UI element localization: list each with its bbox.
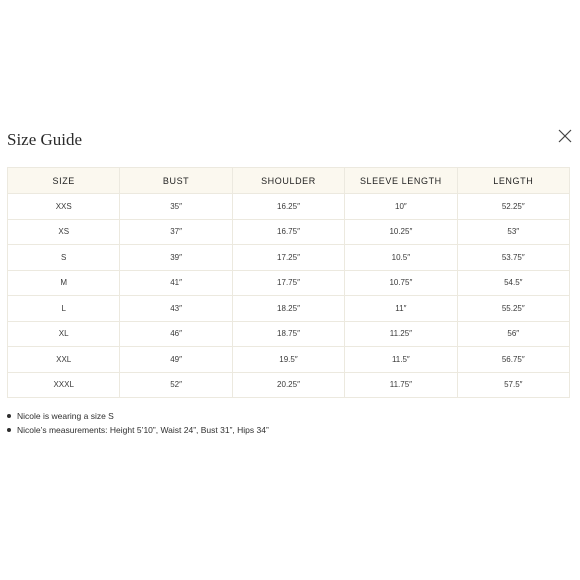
table-row xyxy=(8,321,570,347)
table-row xyxy=(8,194,570,220)
cell-shoulder: 18.75″ xyxy=(232,321,344,347)
cell-length: 54.5″ xyxy=(457,270,569,296)
cell-sleeve-length: 11.75″ xyxy=(345,372,457,398)
header-shoulder: SHOULDER xyxy=(232,168,344,194)
cell-size: XL xyxy=(8,321,120,347)
cell-shoulder: 20.25″ xyxy=(232,372,344,398)
modal-title: Size Guide xyxy=(7,130,83,149)
cell-length: 55.25″ xyxy=(457,296,569,322)
close-icon xyxy=(557,128,573,144)
cell-bust: 39″ xyxy=(120,245,232,271)
model-notes xyxy=(7,409,269,437)
cell-sleeve-length: 11.25″ xyxy=(345,321,457,347)
bullet-icon xyxy=(7,414,11,418)
list-item xyxy=(7,409,269,423)
cell-bust: 52″ xyxy=(120,372,232,398)
cell-sleeve-length: 10.5″ xyxy=(345,245,457,271)
cell-shoulder: 18.25″ xyxy=(232,296,344,322)
cell-size: XXS xyxy=(8,194,120,220)
cell-length: 53″ xyxy=(457,219,569,245)
list-item xyxy=(7,423,269,437)
cell-length: 53.75″ xyxy=(457,245,569,271)
table-row xyxy=(8,347,570,373)
cell-bust: 49″ xyxy=(120,347,232,373)
cell-shoulder: 16.25″ xyxy=(232,194,344,220)
note-text: Nicole is wearing a size S xyxy=(17,411,114,421)
cell-shoulder: 17.25″ xyxy=(232,245,344,271)
table-header-row xyxy=(8,168,570,194)
cell-bust: 35″ xyxy=(120,194,232,220)
note-text: Nicole’s measurements: Height 5’10”, Waist 24”, Bust 31”, Hips 34” xyxy=(17,425,269,435)
cell-shoulder: 16.75″ xyxy=(232,219,344,245)
cell-length: 52.25″ xyxy=(457,194,569,220)
table-row xyxy=(8,372,570,398)
table-row xyxy=(8,296,570,322)
cell-bust: 43″ xyxy=(120,296,232,322)
close-button[interactable] xyxy=(557,128,573,144)
table-row xyxy=(8,270,570,296)
cell-bust: 37″ xyxy=(120,219,232,245)
cell-size: XXXL xyxy=(8,372,120,398)
cell-shoulder: 17.75″ xyxy=(232,270,344,296)
table-row xyxy=(8,219,570,245)
header-size: SIZE xyxy=(8,168,120,194)
cell-shoulder: 19.5″ xyxy=(232,347,344,373)
header-bust: BUST xyxy=(120,168,232,194)
cell-size: XXL xyxy=(8,347,120,373)
cell-sleeve-length: 11″ xyxy=(345,296,457,322)
bullet-icon xyxy=(7,428,11,432)
cell-length: 56″ xyxy=(457,321,569,347)
cell-length: 57.5″ xyxy=(457,372,569,398)
cell-sleeve-length: 10″ xyxy=(345,194,457,220)
header-sleeve-length: SLEEVE LENGTH xyxy=(345,168,457,194)
cell-sleeve-length: 10.75″ xyxy=(345,270,457,296)
table-row xyxy=(8,245,570,271)
cell-sleeve-length: 11.5″ xyxy=(345,347,457,373)
cell-size: S xyxy=(8,245,120,271)
cell-size: M xyxy=(8,270,120,296)
header-length: LENGTH xyxy=(457,168,569,194)
cell-bust: 41″ xyxy=(120,270,232,296)
cell-size: L xyxy=(8,296,120,322)
cell-sleeve-length: 10.25″ xyxy=(345,219,457,245)
cell-length: 56.75″ xyxy=(457,347,569,373)
cell-bust: 46″ xyxy=(120,321,232,347)
size-table xyxy=(7,167,570,398)
cell-size: XS xyxy=(8,219,120,245)
